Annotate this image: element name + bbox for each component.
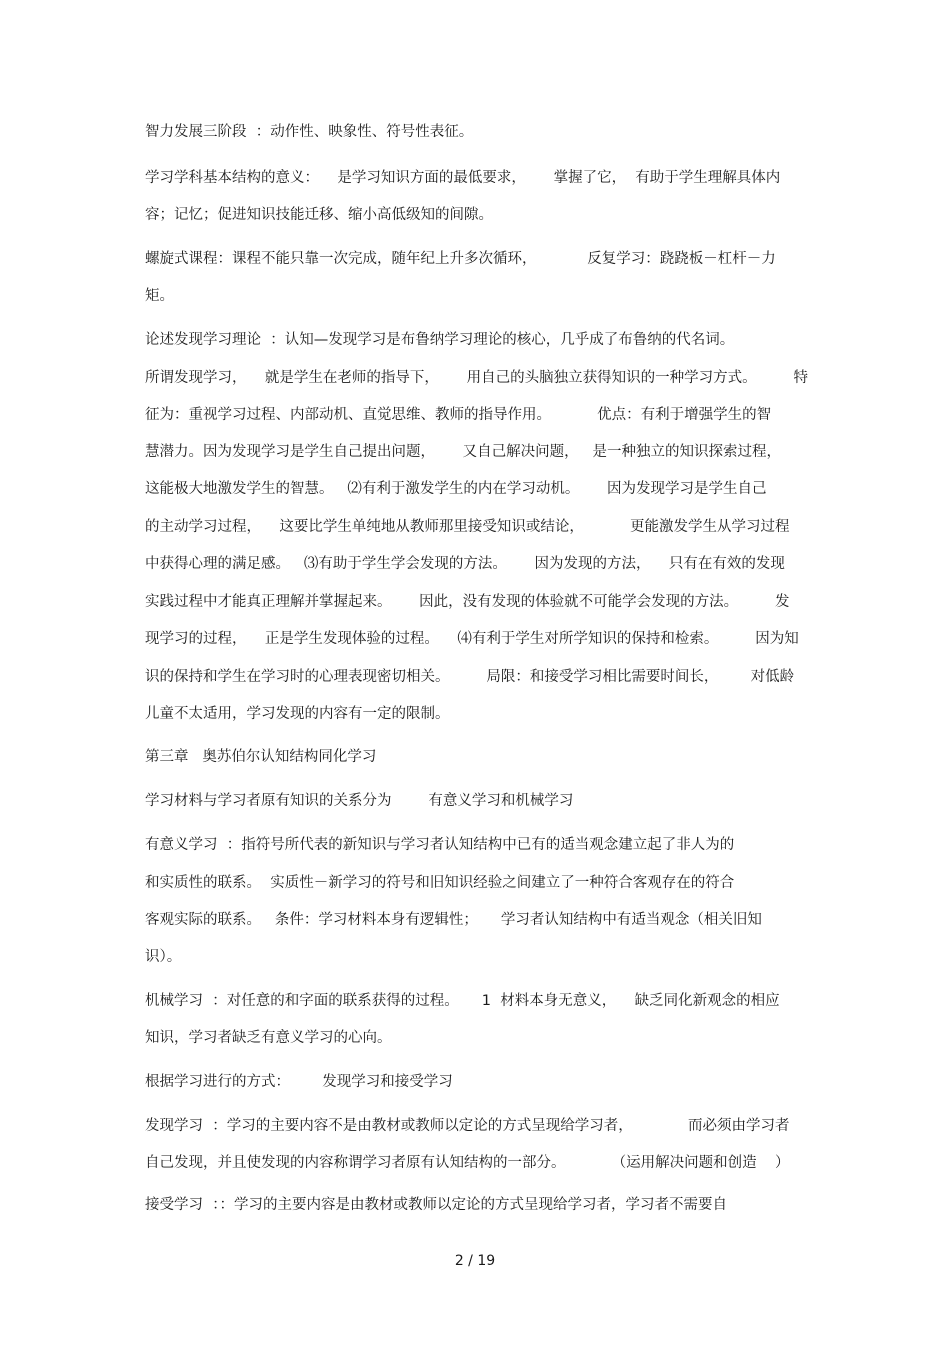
text-line: 儿童不太适用，学习发现的内容有一定的限制。: [145, 706, 450, 722]
text-line: 螺旋式课程：课程不能只靠一次完成，随年纪上升多次循环， 反复学习：跷跷板－杠杆－力: [145, 251, 776, 267]
text-line: 机械学习 ：对任意的和字面的联系获得的过程。 1 材料本身无意义， 缺乏同化新观念的相应: [145, 993, 780, 1009]
text-line: 学习材料与学习者原有知识的关系分为 有意义学习和机械学习: [145, 793, 574, 809]
text-line: 接受学习 ：：学习的主要内容是由教材或教师以定论的方式呈现给学习者，学习者不需要自: [145, 1197, 727, 1213]
text-line: 实践过程中才能真正理解并掌握起来。 因此，没有发现的体验就不可能学会发现的方法。 发: [145, 594, 790, 610]
text-line: 发现学习 ：学习的主要内容不是由教材或教师以定论的方式呈现给学习者， 而必须由学习者: [145, 1118, 790, 1134]
text-line: 现学习的过程， 正是学生发现体验的过程。 ⑷有利于学生对所学知识的保持和检索。 因为知: [145, 631, 799, 647]
text-line: 慧潜力。因为发现学习是学生自己提出问题， 又自己解决问题， 是一种独立的知识探索过程，: [145, 444, 781, 460]
text-line: 知识，学习者缺乏有意义学习的心向。: [145, 1030, 392, 1046]
text-line: 根据学习进行的方式： 发现学习和接受学习: [145, 1074, 453, 1090]
text-line: 征为：重视学习过程、内部动机、直觉思维、教师的指导作用。 优点：有利于增强学生的智: [145, 407, 772, 423]
text-line: 自己发现，并且使发现的内容称谓学习者原有认知结构的一部分。 （运用解决问题和创造 ）: [145, 1155, 790, 1171]
text-line: 智力发展三阶段 ：动作性、映象性、符号性表征。: [145, 124, 474, 140]
text-line: 矩。: [145, 288, 174, 304]
text-line: 这能极大地激发学生的智慧。 ⑵有利于激发学生的内在学习动机。 因为发现学习是学生自己: [145, 481, 767, 497]
text-line: 学习学科基本结构的意义： 是学习知识方面的最低要求， 掌握了它， 有助于学生理解具体内: [145, 170, 781, 186]
text-line: 有意义学习 ：指符号所代表的新知识与学习者认知结构中已有的适当观念建立起了非人为的: [145, 837, 735, 853]
text-line: 识的保持和学生在学习时的心理表现密切相关。 局限：和接受学习相比需要时间长， 对低龄: [145, 669, 795, 685]
page-number: 2 / 19: [454, 1253, 496, 1269]
chapter-heading: 第三章 奥苏伯尔认知结构同化学习: [145, 749, 377, 765]
text-line: 中获得心理的满足感。 ⑶有助于学生学会发现的方法。 因为发现的方法， 只有在有效的发现: [145, 556, 785, 572]
text-line: 论述发现学习理论 ：认知—发现学习是布鲁纳学习理论的核心，几乎成了布鲁纳的代名词。: [145, 332, 735, 348]
text-line: 所谓发现学习， 就是学生在老师的指导下， 用自己的头脑独立获得知识的一种学习方式。 特: [145, 370, 808, 386]
text-line: 容；记忆；促进知识技能迁移、缩小高低级知的间隙。: [145, 207, 493, 223]
text-line: 识）。: [145, 949, 182, 965]
text-line: 客观实际的联系。 条件：学习材料本身有逻辑性； 学习者认知结构中有适当观念（相关旧知: [145, 912, 762, 928]
text-line: 和实质性的联系。 实质性－新学习的符号和旧知识经验之间建立了一种符合客观存在的符合: [145, 875, 735, 891]
text-line: 的主动学习过程， 这要比学生单纯地从教师那里接受知识或结论， 更能激发学生从学习过程: [145, 519, 790, 535]
